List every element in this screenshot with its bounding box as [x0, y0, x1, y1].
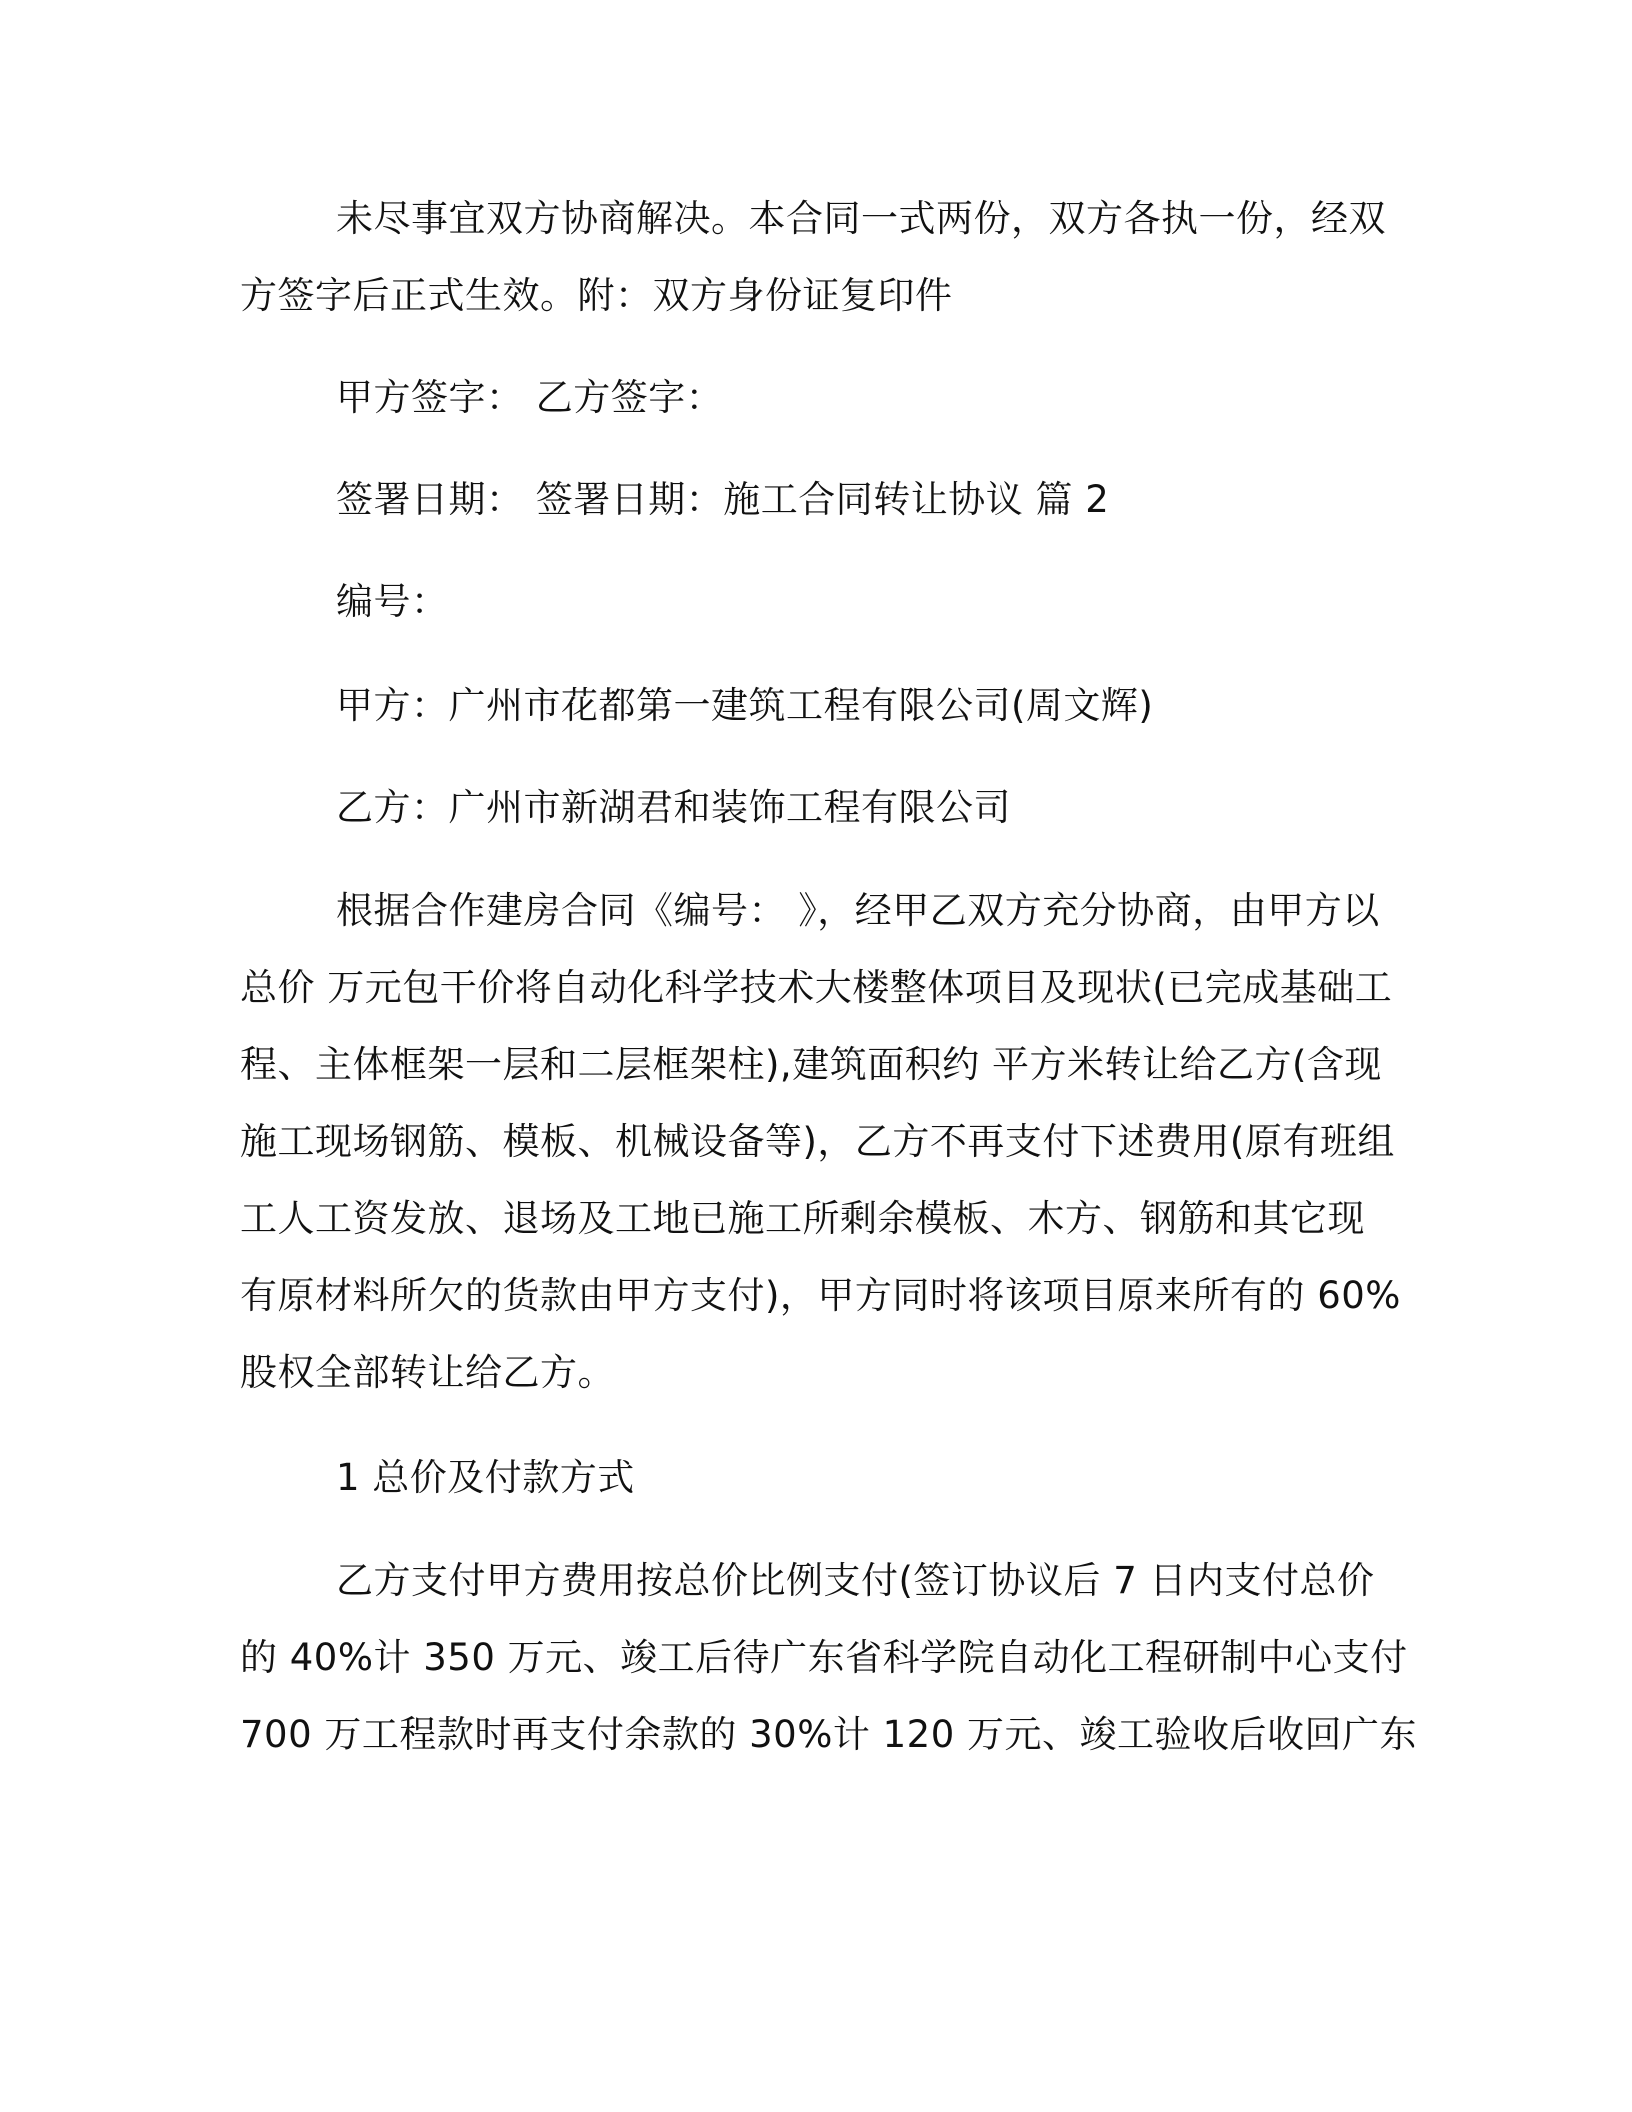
text-line: 乙方支付甲方费用按总价比例支付(签订协议后 7 日内支付总价 [336, 1559, 1375, 1602]
text-line: 有原材料所欠的货款由甲方支付)，甲方同时将该项目原来所有的 60% [240, 1274, 1401, 1317]
text-line: 未尽事宜双方协商解决。本合同一式两份，双方各执一份，经双 [336, 197, 1386, 240]
signature-line: 甲方签字： 乙方签字： [336, 376, 724, 419]
main-clause-paragraph [240, 872, 1401, 1411]
text-line: 的 40%计 350 万元、竣工后待广东省科学院自动化工程研制中心支付 [240, 1636, 1408, 1679]
party-a-line: 甲方：广州市花都第一建筑工程有限公司(周文辉) [336, 684, 1154, 727]
text-line: 工人工资发放、退场及工地已施工所剩余模板、木方、钢筋和其它现 [240, 1197, 1365, 1240]
text-line: 700 万工程款时再支付余款的 30%计 120 万元、竣工验收后收回广东 [240, 1713, 1418, 1756]
contract-number-line: 编号： [336, 580, 449, 623]
text-line: 程、主体框架一层和二层框架柱),建筑面积约 平方米转让给乙方(含现 [240, 1043, 1382, 1086]
party-b-line: 乙方：广州市新湖君和装饰工程有限公司 [336, 786, 1011, 829]
payment-clause-paragraph [240, 1542, 1417, 1773]
text-line: 总价 万元包干价将自动化科学技术大楼整体项目及现状(已完成基础工 [240, 966, 1393, 1009]
text-line: 股权全部转让给乙方。 [240, 1351, 615, 1394]
text-line: 施工现场钢筋、模板、机械设备等)，乙方不再支付下述费用(原有班组 [240, 1120, 1395, 1163]
section-heading: 1 总价及付款方式 [336, 1456, 635, 1499]
text-line: 方签字后正式生效。附：双方身份证复印件 [240, 274, 953, 317]
closing-clause-paragraph [240, 180, 1386, 334]
sign-date-line: 签署日期： 签署日期：施工合同转让协议 篇 2 [336, 478, 1110, 521]
text-line: 根据合作建房合同《编号： 》，经甲乙双方充分协商，由甲方以 [336, 889, 1380, 932]
